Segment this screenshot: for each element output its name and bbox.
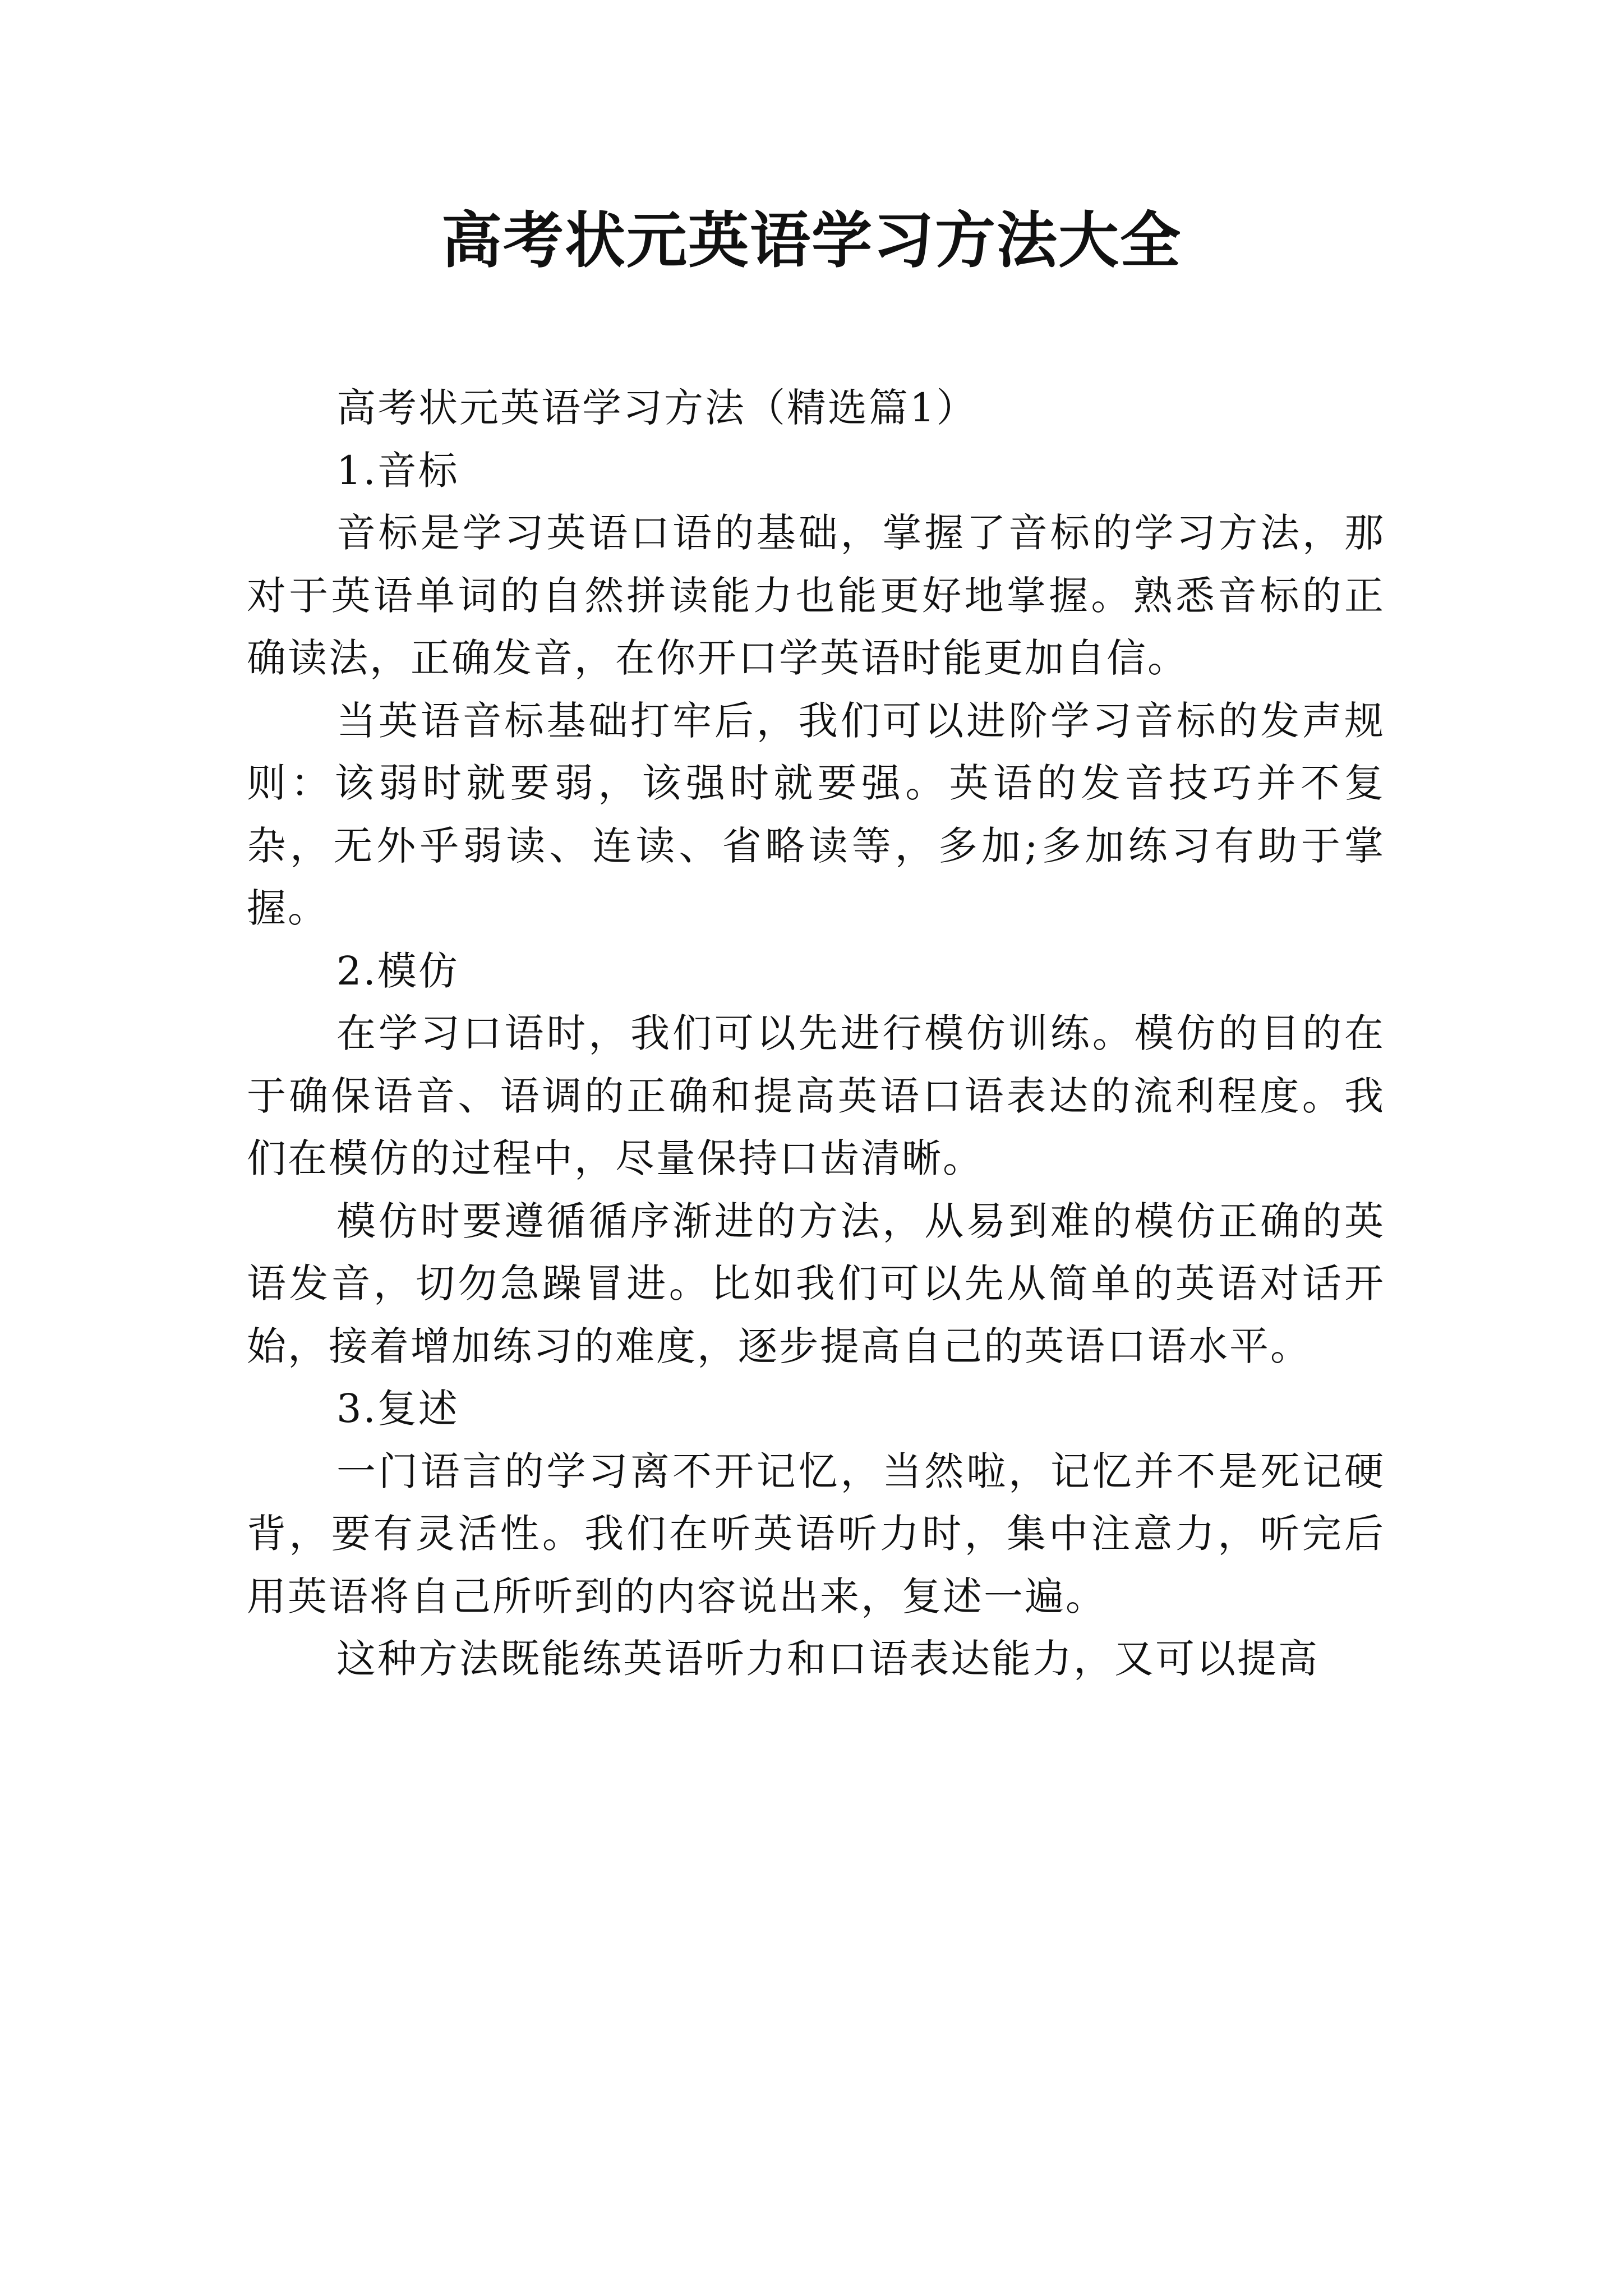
subsection-heading-phonetics: 1.音标 (336, 447, 459, 494)
paragraph: 这种方法既能练英语听力和口语表达能力，又可以提高 (336, 1636, 1319, 1682)
document-title: 高考状元英语学习方法大全 (441, 206, 1182, 276)
paragraph: 在学习口语时，我们可以先进行模仿训练。模仿的目的在于确保语音、语调的正确和提高英语口语表达的流利程度。我们在模仿的过程中，尽量保持口齿清晰。 (247, 1010, 1385, 1181)
document-body (247, 377, 1385, 1691)
subsection-heading-imitation: 2.模仿 (336, 947, 459, 994)
paragraph: 模仿时要遵循循序渐进的方法，从易到难的模仿正确的英语发音，切勿急躁冒进。比如我们可以先从简单的英语对话开始，接着增加练习的难度，逐步提高自己的英语口语水平。 (247, 1198, 1385, 1369)
subsection-heading-retelling: 3.复述 (336, 1386, 459, 1432)
section-heading: 高考状元英语学习方法（精选篇1） (336, 385, 978, 431)
paragraph: 当英语音标基础打牢后，我们可以进阶学习音标的发声规则：该弱时就要弱，该强时就要强。英语的发音技巧并不复杂，无外乎弱读、连读、省略读等，多加;多加练习有助于掌握。 (247, 697, 1385, 931)
paragraph: 音标是学习英语口语的基础，掌握了音标的学习方法，那对于英语单词的自然拼读能力也能更好地掌握。熟悉音标的正确读法，正确发音，在你开口学英语时能更加自信。 (247, 510, 1385, 681)
paragraph: 一门语言的学习离不开记忆，当然啦，记忆并不是死记硬背，要有灵活性。我们在听英语听力时，集中注意力，听完后用英语将自己所听到的内容说出来，复述一遍。 (247, 1448, 1385, 1619)
